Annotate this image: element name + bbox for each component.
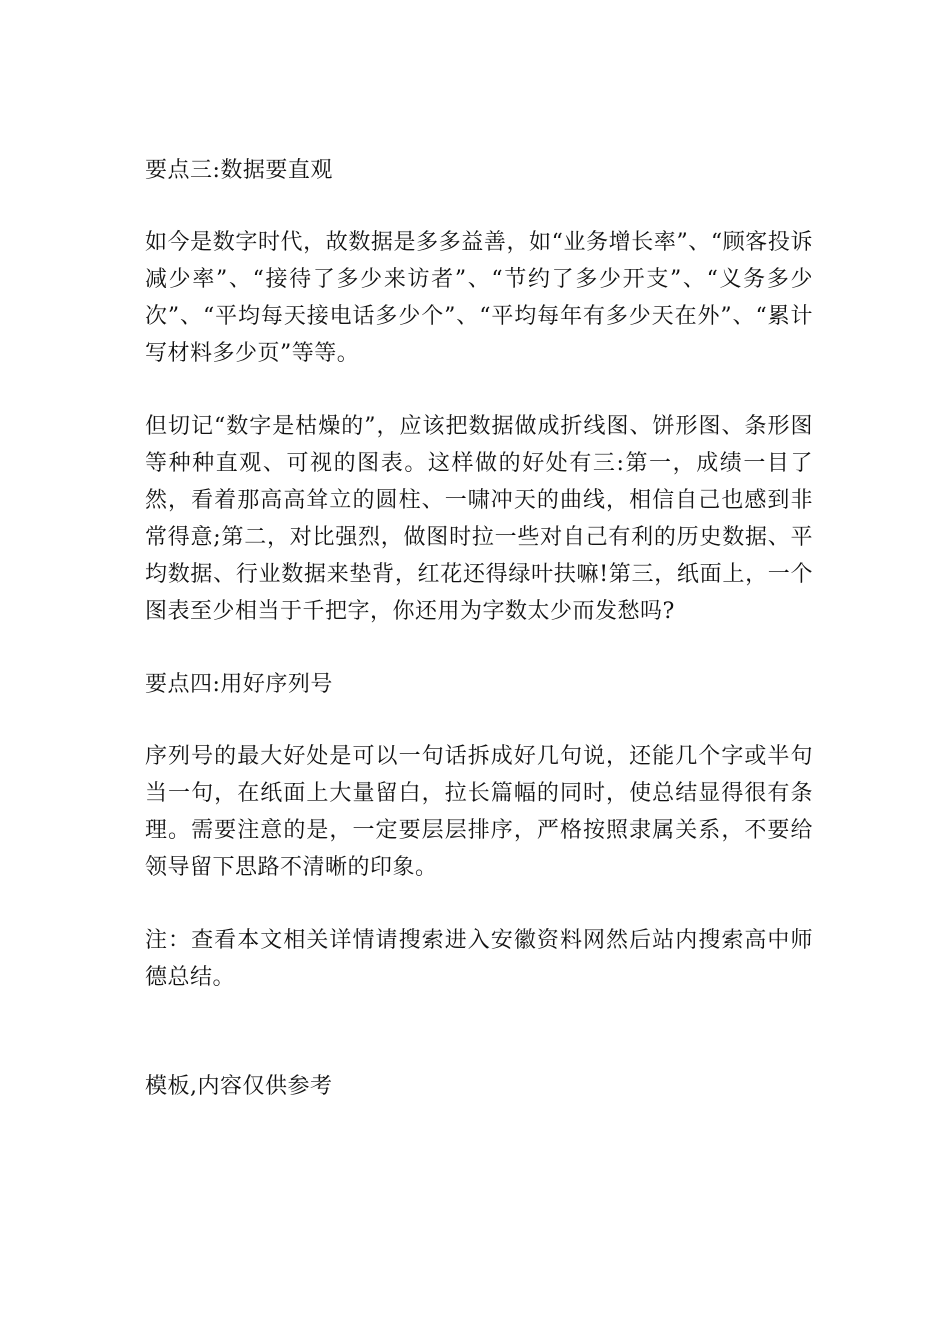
spacer xyxy=(145,703,813,738)
spacer xyxy=(145,372,813,408)
paragraph-data-charts: 但切记“数字是枯燥的”，应该把数据做成折线图、饼形图、条形图等种种直观、可视的图表。这样做的好处有三:第一，成绩一目了然，看着那高高耸立的圆柱、一啸冲天的曲线，相信自己也感到非常得意;第二，对比强烈，做图时拉一些对自己有利的历史数据、平均数据、行业数据来垫背，红花还得绿叶扶嘛!第三，纸面上，一个图表至少相当于千把字，你还用为字数太少而发愁吗? xyxy=(145,414,813,624)
document-body xyxy=(145,152,813,1105)
spacer xyxy=(145,886,813,922)
paragraph-serial-numbers: 序列号的最大好处是可以一句话拆成好几句说，还能几个字或半句当一句，在纸面上大量留白，拉长篇幅的同时，使总结显得很有条理。需要注意的是，一定要层层排序，严格按照隶属关系，不要给领导留下思路不清晰的印象。 xyxy=(145,744,813,880)
spacer xyxy=(145,996,813,1068)
section-heading-point-four: 要点四:用好序列号 xyxy=(145,672,333,697)
spacer xyxy=(145,189,813,224)
footer-disclaimer: 模板,内容仅供参考 xyxy=(145,1074,333,1099)
note-paragraph: 注：查看本文相关详情请搜索进入安徽资料网然后站内搜索高中师德总结。 xyxy=(145,928,813,990)
spacer xyxy=(145,630,813,666)
paragraph-data-intro: 如今是数字时代，故数据是多多益善，如“业务增长率”、“顾客投诉减少率”、“接待了多少来访者”、“节约了多少开支”、“义务多少次”、“平均每天接电话多少个”、“平均每年有多少天在外”、“累计写材料多少页”等等。 xyxy=(145,230,813,366)
section-heading-point-three: 要点三:数据要直观 xyxy=(145,158,333,183)
